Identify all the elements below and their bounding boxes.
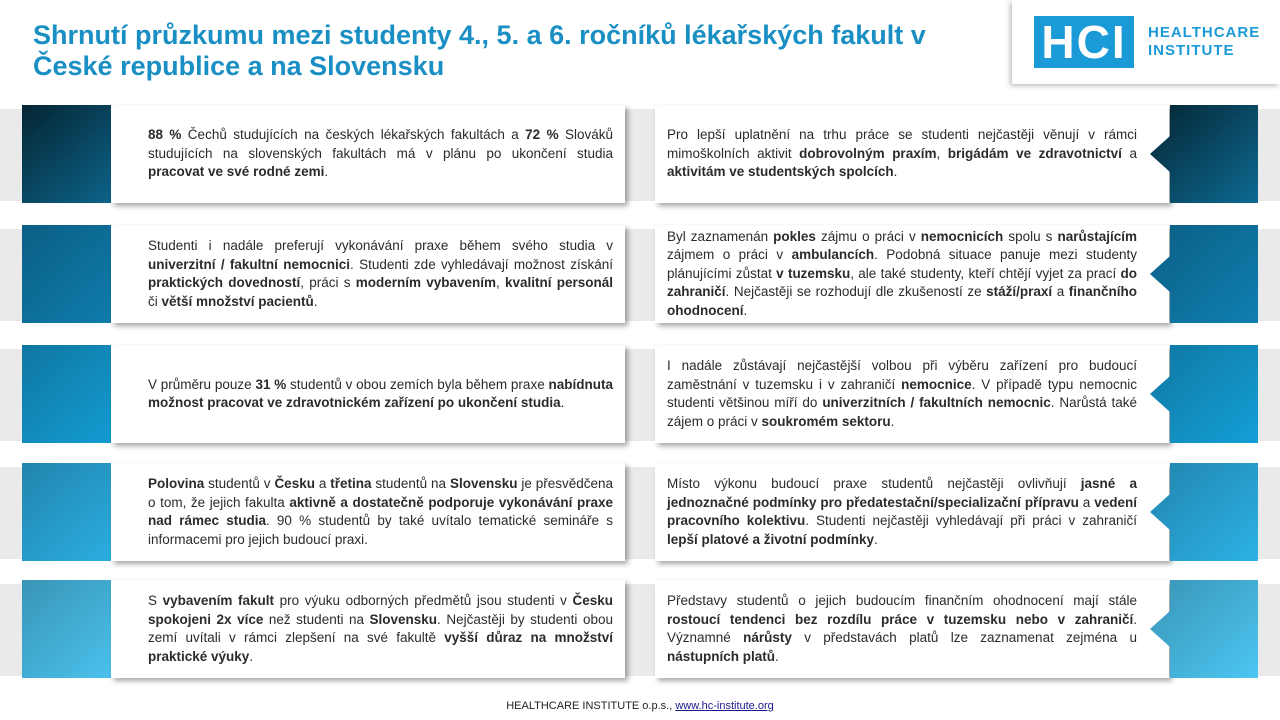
- right-accent-arrow-icon: [1150, 225, 1258, 323]
- card-text-segment: .: [874, 531, 878, 547]
- card-text-segment: S: [148, 593, 163, 608]
- card-text-segment: .: [249, 648, 254, 664]
- card-text: [667, 126, 1137, 182]
- card-text-segment: a: [314, 476, 331, 491]
- card-text-segment: větší množství pacientů: [161, 293, 314, 309]
- accent-arrow-shape: [1150, 225, 1258, 323]
- right-accent: [1150, 105, 1258, 208]
- card-text-segment: univerzitní / fakultní nemocnici: [148, 256, 350, 272]
- card-text-segment: kvalitní personál: [505, 275, 614, 290]
- card-text-segment: Česku spokojeni 2x více: [148, 593, 613, 627]
- card-text-segment: .: [775, 648, 779, 664]
- card-text-segment: Polovina: [148, 476, 205, 491]
- card-text-segment: zájmu o práci v: [815, 228, 921, 244]
- card-text-segment: . 90 % studentů by také uvítalo tematické semináře s informacemi pro jejich budoucí praxi.: [148, 513, 613, 547]
- card-text-segment: .: [313, 293, 318, 309]
- card-text-segment: nástupních platů: [667, 648, 775, 664]
- card-text-segment: , ale také studenty, kteří chtějí vyjet za prací: [850, 265, 1121, 281]
- card-text-segment: praktických dovedností: [148, 275, 301, 290]
- right-accent: [1150, 580, 1258, 683]
- page-title: Shrnutí průzkumu mezi studenty 4., 5. a 6. ročníků lékařských fakult v České republice a na Slovensku: [33, 20, 926, 81]
- card-text-segment: a: [1052, 284, 1069, 299]
- right-summary-card: [655, 580, 1169, 678]
- left-summary-card: [111, 580, 625, 678]
- card-text-segment: do zahraničí: [667, 265, 1138, 299]
- card-text: [148, 592, 613, 666]
- card-text-segment: V průměru pouze: [148, 376, 256, 392]
- card-text-segment: . Narůstá také zájem o práci v: [667, 395, 1137, 429]
- card-text-segment: studentů v: [204, 476, 275, 491]
- card-text-segment: v představách platů lze zaznamenat zejména u: [791, 630, 1137, 645]
- card-text-segment: Slováků studujících na slovenských fakultách má v plánu po ukončení studia: [148, 127, 614, 161]
- card-text-segment: Představy studentů o jejich budoucím finančním ohodnocení mají stále: [667, 593, 1137, 608]
- left-summary-card: [111, 463, 625, 561]
- card-text-segment: . Podobná situace panuje mezi studenty plánujícími zůstat: [667, 247, 1137, 281]
- card-text-segment: finančního ohodnocení: [667, 284, 1137, 318]
- card-text-segment: Slovensku: [449, 476, 518, 491]
- card-text-segment: rostoucí tendenci bez rozdílu práce v tuzemsku nebo v zahraničí: [667, 611, 1134, 627]
- card-text-segment: pracovat ve své rodné zemi: [148, 164, 325, 179]
- right-accent: [1150, 463, 1258, 566]
- card-text-segment: Studenti i nadále preferují vykonávání praxe během svého studia v: [148, 238, 613, 253]
- card-text-segment: ambulancích: [791, 247, 875, 262]
- card-text-segment: studentů na: [371, 476, 450, 491]
- card-text-segment: .: [893, 164, 898, 179]
- card-text-segment: univerzitních / fakultních nemocnic: [822, 395, 1051, 410]
- left-summary-card: [111, 345, 625, 443]
- card-text-segment: nabídnuta možnost pracovat ve zdravotnickém zařízení po ukončení studia: [148, 376, 613, 410]
- card-text-segment: ,: [936, 145, 948, 161]
- card-text-segment: Pro lepší uplatnění na trhu práce se studenti nejčastěji věnují v rámci mimoškolních aktivit: [667, 127, 1137, 161]
- card-text-segment: , práci s: [300, 275, 356, 290]
- logo-line-1: HEALTHCARE: [1148, 24, 1261, 41]
- card-text-segment: jasné a jednoznačné podmínky pro předatestační/specializační přípravu: [667, 476, 1138, 510]
- card-text-segment: nemocnice: [901, 376, 972, 392]
- card-text-segment: či: [148, 293, 162, 309]
- right-accent-arrow-icon: [1150, 463, 1258, 561]
- right-accent-arrow-icon: [1150, 345, 1258, 443]
- left-summary-card: [111, 105, 625, 203]
- card-text-segment: Čechů studujících na českých lékařských fakultách a: [181, 127, 526, 142]
- card-text-segment: moderním vybavením: [355, 275, 497, 290]
- card-text: [148, 237, 613, 311]
- footer-org: HEALTHCARE INSTITUTE o.p.s.,: [506, 700, 676, 712]
- card-text-segment: soukromém sektoru: [761, 413, 891, 429]
- card-text-segment: I nadále zůstávají nejčastější volbou při výběru zařízení pro budoucí zaměstnání v tuzemsku i v zahraničí: [667, 358, 1137, 392]
- card-text-segment: v tuzemsku: [776, 265, 851, 281]
- card-text-segment: a: [1078, 494, 1095, 510]
- card-text-segment: stáží/praxí: [986, 284, 1053, 299]
- logo-wordmark: [1148, 24, 1260, 60]
- card-text-segment: .: [324, 164, 329, 179]
- card-text-segment: ,: [496, 275, 505, 290]
- card-text-segment: studentů v obou zemích byla během praxe: [286, 376, 549, 392]
- footer-link[interactable]: www.hc-institute.org: [675, 700, 774, 712]
- right-accent: [1150, 345, 1258, 448]
- card-text-segment: aktivitám ve studentských spolcích: [667, 164, 894, 179]
- right-summary-card: [655, 463, 1169, 561]
- logo-mark: HCI: [1034, 16, 1134, 68]
- left-summary-card: [111, 225, 625, 323]
- card-text-segment: třetina: [330, 476, 372, 491]
- card-text-segment: je přesvědčena o tom, že jejich fakulta: [148, 476, 614, 510]
- right-summary-card: [655, 225, 1169, 323]
- card-text-segment: než studenti na: [263, 611, 370, 627]
- card-text: [148, 126, 613, 182]
- accent-arrow-shape: [1150, 345, 1258, 443]
- card-text: [667, 357, 1137, 431]
- card-text-segment: Byl zaznamenán: [667, 228, 774, 244]
- card-text-segment: pokles: [773, 228, 816, 244]
- card-text-segment: spolu s: [1003, 228, 1058, 244]
- card-text-segment: . Studenti nejčastěji vyhledávají při práci v zahraničí: [805, 513, 1137, 528]
- card-text-segment: vedení pracovního kolektivu: [667, 494, 1137, 528]
- card-text-segment: pro výuku odborných předmětů jsou studenti v: [274, 593, 573, 608]
- card-text: [148, 376, 613, 413]
- accent-arrow-shape: [1150, 463, 1258, 561]
- footer: [0, 700, 1280, 712]
- card-text-segment: Místo výkonu budoucí praxe studentů nejčastěji ovlivňují: [667, 476, 1081, 491]
- card-text: [667, 228, 1137, 321]
- card-text-segment: Slovensku: [369, 611, 438, 627]
- card-text-segment: 88 %: [148, 127, 182, 142]
- card-text-segment: lepší platové a životní podmínky: [667, 531, 875, 547]
- logo-line-2: INSTITUTE: [1148, 42, 1235, 59]
- card-text-segment: . Nejčastěji se rozhodují dle zkušeností ze: [725, 284, 987, 299]
- right-accent: [1150, 225, 1258, 328]
- card-text-segment: 72 %: [525, 127, 559, 142]
- card-text: [148, 475, 613, 549]
- card-text-segment: nárůsty: [743, 630, 792, 645]
- card-text-segment: vybavením fakult: [162, 593, 275, 608]
- card-text-segment: Česku: [274, 476, 315, 491]
- hci-logo: [1012, 0, 1280, 84]
- card-text-segment: nemocnicích: [920, 228, 1004, 244]
- card-text-segment: brigádám ve zdravotnictví: [947, 145, 1122, 161]
- card-text-segment: . Nejčastěji by studenti obou zemí uvítali v rámci zlepšení na své fakultě: [148, 611, 613, 645]
- accent-arrow-shape: [1150, 105, 1258, 203]
- card-text-segment: vyšší důraz na množství praktické výuky: [148, 630, 613, 664]
- card-text-segment: .: [560, 395, 565, 410]
- card-text-segment: .: [890, 413, 895, 429]
- card-text-segment: zájmem o práci v: [667, 247, 792, 262]
- accent-arrow-shape: [1150, 580, 1258, 678]
- right-summary-card: [655, 105, 1169, 203]
- card-text-segment: 31 %: [255, 376, 287, 392]
- card-text: [667, 475, 1137, 549]
- right-accent-arrow-icon: [1150, 105, 1258, 203]
- card-text-segment: dobrovolným praxím: [799, 145, 937, 161]
- card-text: [667, 592, 1137, 666]
- right-summary-card: [655, 345, 1169, 443]
- card-text-segment: . V případě typu nemocnic studenti většinou míří do: [667, 376, 1137, 410]
- card-text-segment: . Studenti zde vyhledávají možnost získání: [350, 256, 613, 272]
- card-text-segment: narůstajícím: [1057, 228, 1137, 244]
- right-accent-arrow-icon: [1150, 580, 1258, 678]
- card-text-segment: .: [743, 302, 748, 318]
- card-text-segment: a: [1121, 145, 1137, 161]
- card-text-segment: aktivně a dostatečně podporuje vykonávání praxe nad rámec studia: [148, 494, 613, 528]
- card-text-segment: . Významné: [667, 611, 1137, 645]
